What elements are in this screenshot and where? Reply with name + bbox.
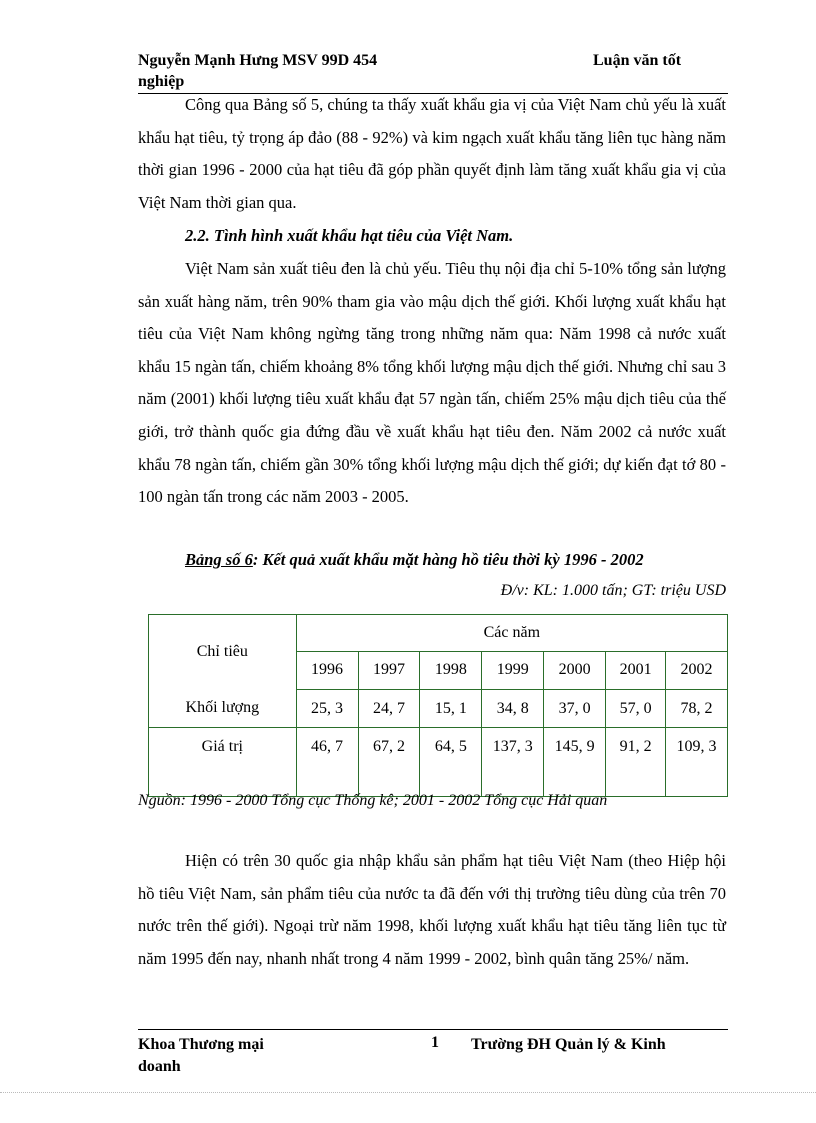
header-doc-type: Luận văn tốt bbox=[593, 52, 682, 69]
table-caption-label: Bảng số 6 bbox=[185, 550, 253, 569]
footer-university: Trường ĐH Quản lý & Kinh bbox=[471, 1036, 666, 1053]
section-heading: 2.2. Tình hình xuất khẩu hạt tiêu của Việt Nam. bbox=[185, 226, 514, 245]
value-value: 137, 3 bbox=[482, 727, 544, 796]
footer-faculty-continued: doanh bbox=[138, 1058, 181, 1075]
page-number: 1 bbox=[431, 1034, 439, 1051]
volume-label-cell bbox=[149, 689, 297, 727]
group-header: Các năm bbox=[483, 624, 541, 642]
table-unit: Đ/v: KL: 1.000 tấn; GT: triệu USD bbox=[500, 582, 726, 599]
volume-value: 25, 3 bbox=[296, 689, 358, 727]
volume-value: 34, 8 bbox=[482, 689, 544, 727]
volume-value: 78, 2 bbox=[666, 689, 728, 727]
value-value: 67, 2 bbox=[358, 727, 420, 796]
footer-rule bbox=[138, 1029, 728, 1030]
paragraph-pepper-export: Việt Nam sản xuất tiêu đen là chủ yếu. Tiêu thụ nội địa chỉ 5-10% tổng sản lượng sản xuất hàng năm, trên 90% tham gia vào mậu dịch thế giới. Khối lượng xuất khẩu hạt tiêu của Việt Nam không ngừng tăng trong những năm qua: Năm 1998 cả nước xuất khẩu 15 ngàn tấn, chiếm khoảng 8% tổng khối lượng mậu dịch thế giới. Nhưng chỉ sau 3 năm (2001) khối lượng tiêu xuất khẩu đạt 57 ngàn tấn, chiếm 25% mậu dịch tiêu của thế giới, trở thành quốc gia đứng đầu về xuất khẩu hạt tiêu đen. Năm 2002 cả nước xuất khẩu 78 ngàn tấn, chiếm gần 30% tổng khối lượng mậu dịch thế giới; dự kiến đạt tớ 80 - 100 ngàn tấn trong các năm 2003 - 2005. bbox=[138, 259, 726, 507]
row-header-cell bbox=[149, 615, 297, 690]
volume-value: 15, 1 bbox=[420, 689, 482, 727]
header-doc-type-continued: nghiệp bbox=[138, 73, 185, 90]
volume-value: 37, 0 bbox=[544, 689, 606, 727]
value-value: 64, 5 bbox=[420, 727, 482, 796]
value-label: Giá trị bbox=[201, 737, 243, 755]
year-cell: 2000 bbox=[544, 652, 606, 689]
year-cell: 1997 bbox=[358, 652, 420, 689]
header-author: Nguyễn Mạnh Hưng MSV 99D 454 bbox=[138, 52, 378, 69]
value-value: 46, 7 bbox=[296, 727, 358, 796]
value-value: 91, 2 bbox=[606, 727, 666, 796]
paragraph-intro: Công qua Bảng số 5, chúng ta thấy xuất khẩu gia vị của Việt Nam chủ yếu là xuất khẩu hạt tiêu, tỷ trọng áp đảo (88 - 92%) và kim ngạch xuất khẩu tăng liên tục hàng năm thời gian 1996 - 2000 của hạt tiêu đã góp phần quyết định làm tăng xuất khẩu gia vị của Việt Nam thời gian qua. bbox=[138, 95, 726, 212]
pepper-export-table bbox=[148, 614, 728, 797]
row-header: Chỉ tiêu bbox=[196, 643, 248, 660]
volume-value: 24, 7 bbox=[358, 689, 420, 727]
year-cell: 1998 bbox=[420, 652, 482, 689]
year-cell: 2001 bbox=[606, 652, 666, 689]
table-caption-text: : Kết quả xuất khẩu mặt hàng hồ tiêu thời kỳ 1996 - 2002 bbox=[252, 550, 644, 569]
paragraph-importers: Hiện có trên 30 quốc gia nhập khẩu sản phẩm hạt tiêu Việt Nam (theo Hiệp hội hồ tiêu Việt Nam, sản phẩm tiêu của nước ta đã đến với thị trường tiêu dùng của trên 70 nước trên thế giới). Ngoại trừ năm 1998, khối lượng xuất khẩu hạt tiêu tăng liên tục từ năm 1995 đến nay, nhanh nhất trong 4 năm 1999 - 2002, bình quân tăng 25%/ năm. bbox=[138, 851, 726, 968]
volume-label: Khối lượng bbox=[185, 699, 260, 716]
footer-faculty: Khoa Thương mại bbox=[138, 1036, 264, 1053]
year-cell: 1999 bbox=[482, 652, 544, 689]
table-caption bbox=[185, 550, 644, 570]
table-source: Nguồn: 1996 - 2000 Tổng cục Thống kê; 2001 - 2002 Tổng cục Hải quan bbox=[138, 792, 608, 809]
value-value: 145, 9 bbox=[544, 727, 606, 796]
volume-value: 57, 0 bbox=[606, 689, 666, 727]
page-break-line bbox=[0, 1092, 816, 1093]
value-value: 109, 3 bbox=[666, 727, 728, 796]
group-header-cell bbox=[296, 615, 727, 652]
year-cell: 1996 bbox=[296, 652, 358, 689]
year-cell: 2002 bbox=[666, 652, 728, 689]
value-label-cell bbox=[149, 727, 297, 796]
